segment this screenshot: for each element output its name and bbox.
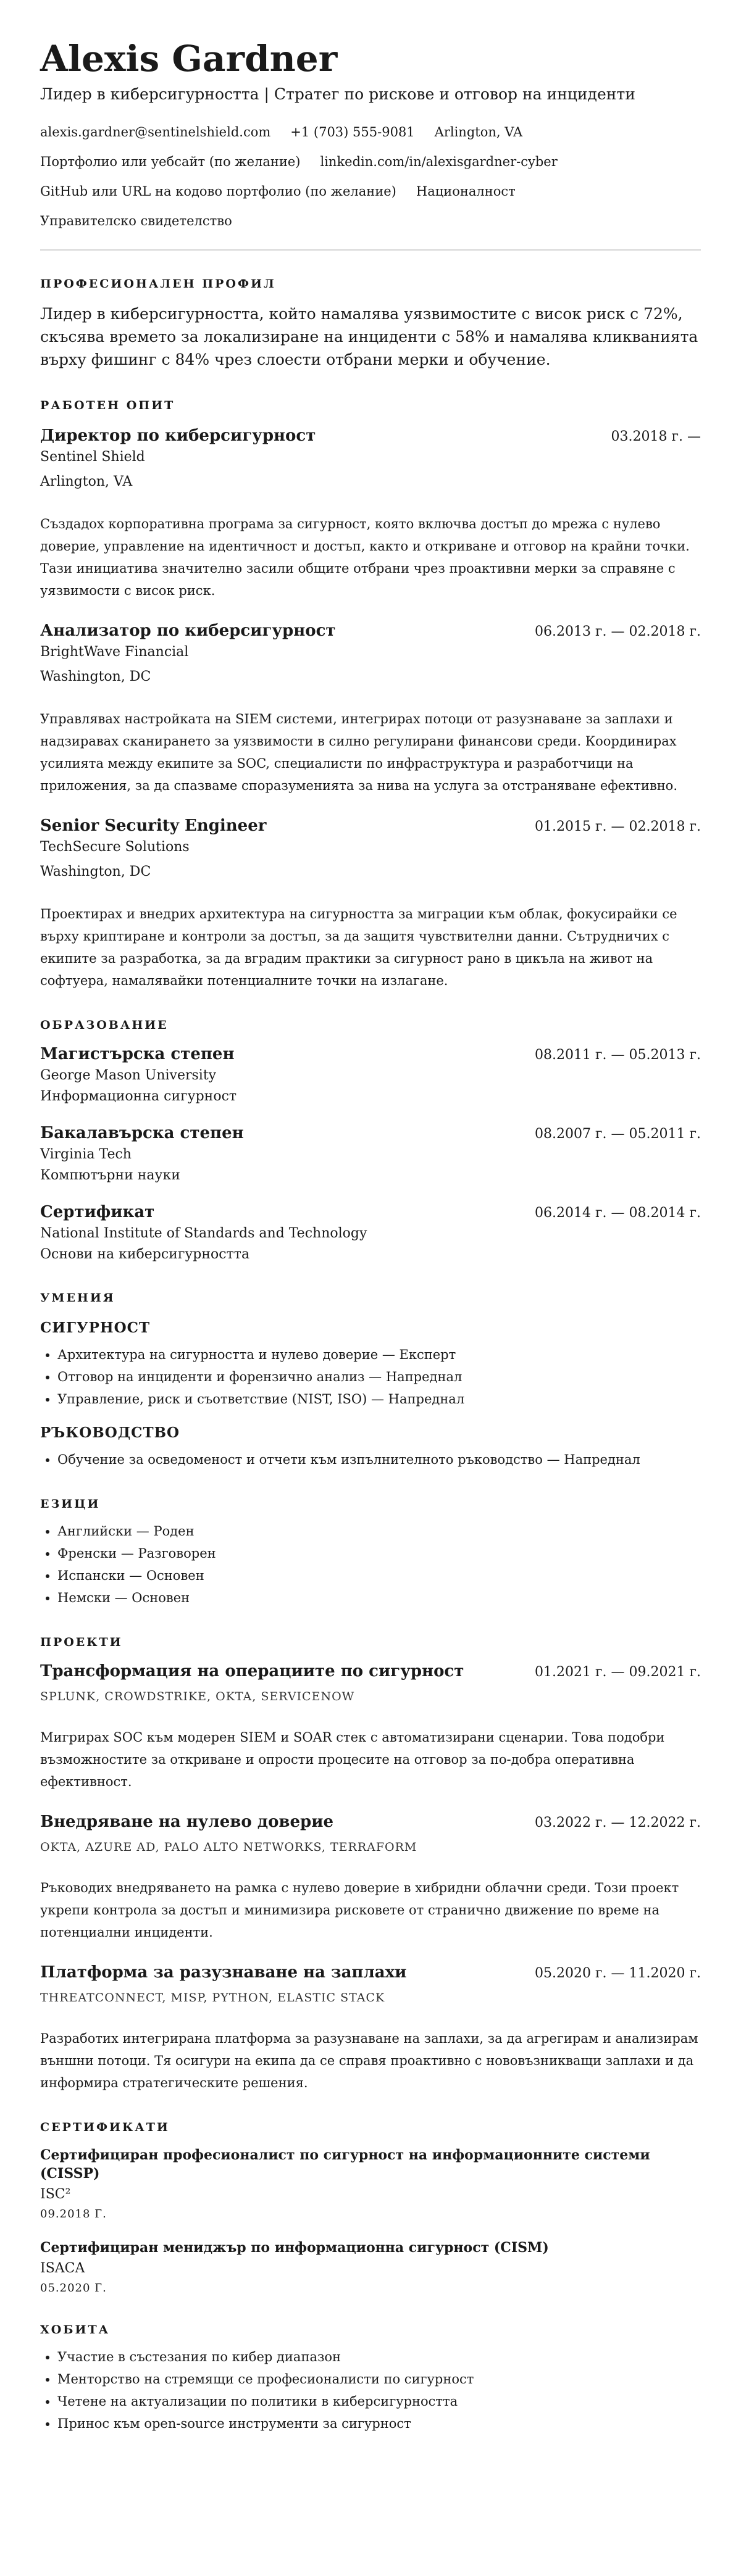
section-title: ЕЗИЦИ	[40, 1497, 101, 1511]
skill-item: • Отговор на инциденти и форензично анализ — Напреднал	[57, 1366, 701, 1388]
language-item: • Немски — Основен	[57, 1587, 701, 1609]
project-date: 05.2020 г. — 11.2020 г.	[535, 1966, 701, 1981]
skill-group-title: СИГУРНОСТ	[40, 1319, 151, 1336]
education-section	[40, 1018, 701, 1265]
certification-issuer: ISACA	[40, 2261, 85, 2276]
project-tech: SPLUNK, CROWDSTRIKE, OKTA, SERVICENOW	[40, 1690, 355, 1703]
skill-list	[40, 1448, 701, 1471]
skills-section	[40, 1290, 701, 1471]
education-entry	[40, 1123, 701, 1186]
job-date: 03.2018 г. —	[611, 429, 701, 444]
school: Virginia Tech	[40, 1147, 132, 1162]
field-of-study: Компютърни науки	[40, 1168, 180, 1183]
hobby-item: • Принос към open-source инструменти за сигурност	[57, 2412, 701, 2435]
project-description: Ръководих внедряването на рамка с нулево доверие в хибридни облачни среди. Този проект укрепи контрола за достъп и минимизира рисковете от странично движение по време на потенциални инциденти.	[40, 1880, 679, 1940]
links-row	[40, 153, 701, 170]
skill-list	[40, 1344, 701, 1410]
language-item: • Испански — Основен	[57, 1564, 701, 1587]
section-title: ОБРАЗОВАНИЕ	[40, 1018, 169, 1032]
degree: Сертификат	[40, 1203, 155, 1221]
job-location: Washington, DC	[40, 864, 151, 879]
job-location: Arlington, VA	[40, 474, 133, 489]
resume-header	[40, 37, 701, 251]
email-link[interactable]: alexis.gardner@sentinelshield.com	[40, 125, 271, 139]
certifications-section	[40, 2120, 701, 2296]
linkedin-link[interactable]: linkedin.com/in/alexisgardner-cyber	[320, 154, 558, 169]
project-description: Разработих интегрирана платформа за разузнаване на заплахи, за да агрегирам и анализирам външни потоци. Тя осигури на екипа да се справя проактивно с нововъзникващи заплахи и да информира стратегическите решения.	[40, 2031, 698, 2090]
phone-number: +1 (703) 555-9081	[290, 125, 415, 139]
project-name: Внедряване на нулево доверие	[40, 1813, 334, 1831]
clearance: Управителско свидетелство	[40, 214, 232, 228]
education-entry	[40, 1044, 701, 1107]
certification-issuer: ISC²	[40, 2187, 71, 2202]
company: TechSecure Solutions	[40, 839, 190, 855]
job-description: Управлявах настройката на SIEM системи, интегрирах потоци от разузнаване за заплахи и надзиравах сканирането за уязвимости в силно регулирани финансови среди. Координирах усилията между екипите за SOC, специалисти по инфраструктура и разработчици на приложения, за да спазваме споразуменията за нива на услуга за отстраняване ефективно.	[40, 712, 678, 793]
section-title: ПРОЕКТИ	[40, 1635, 123, 1649]
section-title: РАБОТЕН ОПИТ	[40, 399, 175, 412]
certification-name: Сертифициран мениджър по информационна сигурност (CISM)	[40, 2240, 549, 2256]
extra-row	[40, 183, 701, 200]
job-title: Директор по киберсигурност	[40, 426, 316, 445]
project-date: 03.2022 г. — 12.2022 г.	[535, 1815, 701, 1830]
resume-page	[40, 0, 701, 2435]
nationality: Националност	[416, 184, 516, 199]
experience-section	[40, 398, 701, 992]
skill-item: • Управление, риск и съответствие (NIST, ISO) — Напреднал	[57, 1388, 701, 1410]
education-date: 06.2014 г. — 08.2014 г.	[535, 1205, 701, 1221]
company: BrightWave Financial	[40, 644, 189, 660]
school: George Mason University	[40, 1068, 217, 1083]
language-list	[40, 1520, 701, 1609]
project-tech: THREATCONNECT, MISP, PYTHON, ELASTIC STACK	[40, 1991, 385, 2005]
project-description: Мигрирах SOC към модерен SIEM и SOAR стек с автоматизирани сценарии. Това подобри възможностите за откриване и опрости процесите на отговор за по-добра оперативна ефективност.	[40, 1730, 665, 1789]
github-link[interactable]: GitHub или URL на кодово портфолио (по желание)	[40, 184, 396, 199]
experience-entry	[40, 425, 701, 602]
hobbies-section	[40, 2322, 701, 2435]
project-entry	[40, 1661, 701, 1793]
skill-group-title: РЪКОВОДСТВО	[40, 1424, 180, 1441]
hobby-item: • Менторство на стремящи се професионалисти по сигурност	[57, 2368, 701, 2390]
skill-item: • Архитектура на сигурността и нулево доверие — Експерт	[57, 1344, 701, 1366]
candidate-name: Alexis Gardner	[40, 38, 338, 80]
project-entry	[40, 1962, 701, 2094]
certification-entry	[40, 2146, 701, 2222]
project-tech: OKTA, AZURE AD, PALO ALTO NETWORKS, TERRAFORM	[40, 1840, 417, 1854]
project-date: 01.2021 г. — 09.2021 г.	[535, 1664, 701, 1680]
job-title: Анализатор по киберсигурност	[40, 621, 336, 640]
skill-item: • Обучение за осведоменост и отчети към изпълнителното ръководство — Напреднал	[57, 1448, 701, 1471]
section-title: УМЕНИЯ	[40, 1291, 115, 1305]
school: National Institute of Standards and Technology	[40, 1226, 367, 1241]
hobby-item: • Четене на актуализации по политики в киберсигурността	[57, 2390, 701, 2412]
location: Arlington, VA	[434, 125, 523, 139]
education-entry	[40, 1202, 701, 1265]
header-divider	[40, 249, 701, 251]
job-description: Проектирах и внедрих архитектура на сигурността за миграции към облак, фокусирайки се върху криптиране и контроли за достъп, за да защитя чувствителни данни. Сътрудничих с екипите за разработка, за да вградим практики за сигурност рано в цикъла на живот на софтуера, намалявайки потенциалните точки на излагане.	[40, 907, 677, 988]
experience-entry	[40, 620, 701, 797]
degree: Магистърска степен	[40, 1045, 235, 1063]
candidate-headline: Лидер в киберсигурността | Стратег по рискове и отговор на инциденти	[40, 85, 635, 103]
field-of-study: Основи на киберсигурността	[40, 1247, 250, 1262]
job-date: 01.2015 г. — 02.2018 г.	[535, 819, 701, 834]
section-title: СЕРТИФИКАТИ	[40, 2121, 170, 2134]
job-date: 06.2013 г. — 02.2018 г.	[535, 624, 701, 639]
certification-date: 05.2020 Г.	[40, 2282, 107, 2295]
section-title: ХОБИТА	[40, 2323, 111, 2337]
languages-section	[40, 1497, 701, 1609]
job-description: Създадох корпоративна програма за сигурност, която включва достъп до мрежа с нулево доверие, управление на идентичност и достъп, както и откриване и отговор на крайни точки. Тази инициатива значително засили общите отбрани чрез проактивни мерки за справяне с уязвимости с висок риск.	[40, 517, 690, 598]
experience-entry	[40, 815, 701, 992]
job-title: Senior Security Engineer	[40, 816, 267, 835]
company: Sentinel Shield	[40, 449, 145, 465]
section-title: ПРОФЕСИОНАЛЕН ПРОФИЛ	[40, 277, 276, 291]
portfolio-link[interactable]: Портфолио или уебсайт (по желание)	[40, 154, 301, 169]
project-name: Трансформация на операциите по сигурност	[40, 1662, 464, 1681]
education-date: 08.2011 г. — 05.2013 г.	[535, 1047, 701, 1063]
clearance-row	[40, 212, 701, 230]
contact-row	[40, 123, 701, 141]
job-location: Washington, DC	[40, 669, 151, 684]
project-entry	[40, 1811, 701, 1943]
profile-section	[40, 276, 701, 371]
projects-section	[40, 1635, 701, 2094]
education-date: 08.2007 г. — 05.2011 г.	[535, 1126, 701, 1142]
project-name: Платформа за разузнаване на заплахи	[40, 1963, 407, 1982]
hobby-list	[40, 2346, 701, 2435]
language-item: • Английски — Роден	[57, 1520, 701, 1542]
field-of-study: Информационна сигурност	[40, 1089, 237, 1104]
certification-name: Сертифициран професионалист по сигурност на информационните системи (CISSP)	[40, 2147, 650, 2182]
degree: Бакалавърска степен	[40, 1124, 244, 1142]
certification-date: 09.2018 Г.	[40, 2208, 107, 2221]
certification-entry	[40, 2238, 701, 2296]
hobby-item: • Участие в състезания по кибер диапазон	[57, 2346, 701, 2368]
profile-summary: Лидер в киберсигурността, който намалява уязвимостите с висок риск с 72%, скъсява времето за локализиране на инциденти с 58% и намалява кликванията върху фишинг с 84% чрез слоести отбрани мерки и обучение.	[40, 305, 698, 368]
language-item: • Френски — Разговорен	[57, 1542, 701, 1564]
